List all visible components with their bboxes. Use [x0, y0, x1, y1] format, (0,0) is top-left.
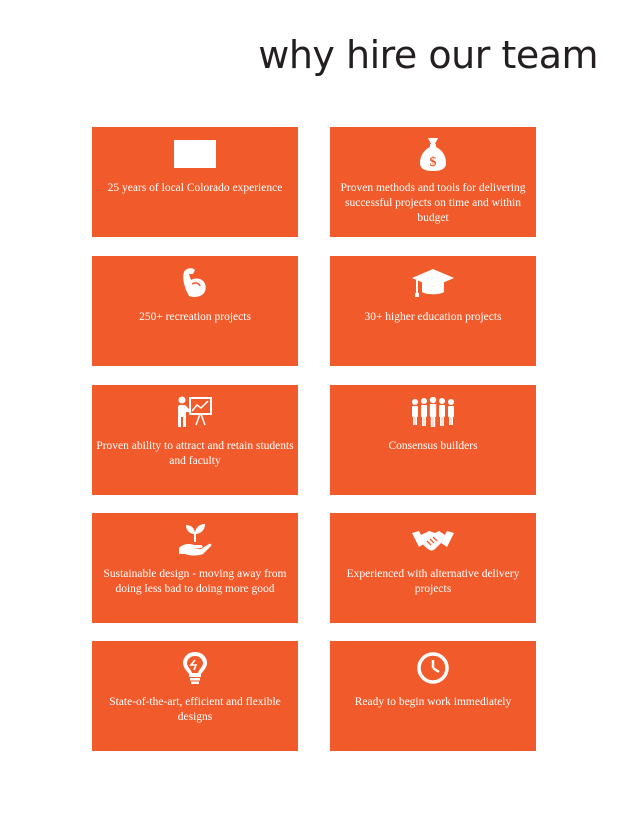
- graduation-cap-icon: [330, 266, 536, 300]
- presentation-board-icon: [92, 395, 298, 429]
- reason-card-proven-methods: [330, 127, 536, 237]
- reason-card-higher-education: [330, 256, 536, 366]
- reason-text: 250+ recreation projects: [139, 311, 251, 323]
- reason-text: Experienced with alternative delivery projects: [346, 568, 520, 595]
- reason-card-attract-retain: [92, 385, 298, 495]
- clock-icon: [330, 651, 536, 685]
- plant-in-hand-icon: [92, 523, 298, 557]
- handshake-icon: [330, 523, 536, 557]
- reason-card-state-of-the-art: [92, 641, 298, 751]
- reason-text: Sustainable design - moving away from doing less bad to doing more good: [103, 568, 287, 595]
- page-title: why hire our team: [258, 33, 598, 77]
- reason-text: Consensus builders: [388, 440, 478, 452]
- colorado-state-icon: [92, 137, 298, 171]
- reason-text: Proven ability to attract and retain students and faculty: [96, 440, 294, 467]
- reason-card-consensus-builders: [330, 385, 536, 495]
- light-bulb-icon: [92, 651, 298, 685]
- reason-text: 25 years of local Colorado experience: [107, 182, 283, 194]
- reason-card-colorado-experience: [92, 127, 298, 237]
- reason-card-ready-to-begin: [330, 641, 536, 751]
- svg-text:$: $: [429, 155, 437, 170]
- group-of-people-icon: [330, 395, 536, 429]
- reason-text: Proven methods and tools for delivering successful projects on time and within budget: [340, 182, 526, 224]
- reason-text: 30+ higher education projects: [364, 311, 502, 323]
- reason-text: State-of-the-art, efficient and flexible designs: [109, 696, 281, 723]
- reason-card-alternative-delivery: [330, 513, 536, 623]
- reason-card-recreation-projects: [92, 256, 298, 366]
- reason-text: Ready to begin work immediately: [354, 696, 512, 708]
- flexed-arm-icon: [92, 266, 298, 300]
- reason-card-sustainable-design: [92, 513, 298, 623]
- money-bag-icon: [330, 137, 536, 171]
